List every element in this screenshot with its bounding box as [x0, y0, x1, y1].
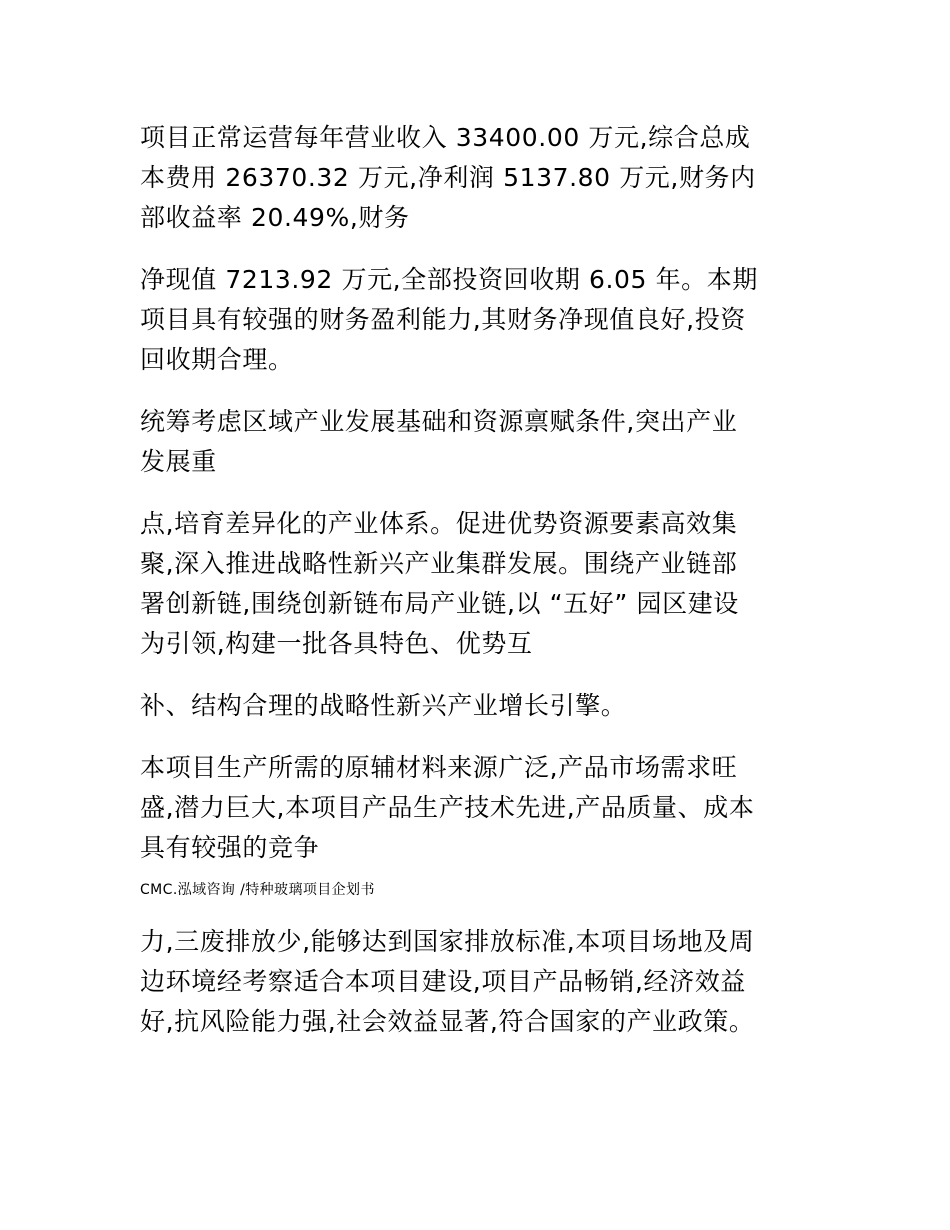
text-line: 统筹考虑区域产业发展基础和资源禀赋条件,突出产业: [140, 407, 738, 436]
paragraph-npv: [140, 260, 820, 380]
paragraph-growth-engine: [140, 686, 820, 726]
text-line: 本项目生产所需的原辅材料来源广泛,产品市场需求旺: [140, 753, 738, 782]
text-line: 项目正常运营每年营业收入 33400.00 万元,综合总成: [140, 123, 751, 152]
text-line: 为引领,构建一批各具特色、优势互: [140, 629, 533, 658]
text-line: 发展重: [140, 447, 217, 476]
paragraph-revenue: [140, 118, 820, 238]
text-line: 本费用 26370.32 万元,净利润 5137.80 万元,财务内: [140, 163, 756, 192]
paragraph-materials: [140, 748, 820, 868]
text-line: 聚,深入推进战略性新兴产业集群发展。围绕产业链部: [140, 549, 738, 578]
text-line: 项目具有较强的财务盈利能力,其财务净现值良好,投资: [140, 305, 746, 334]
paragraph-industry-system: [140, 504, 820, 664]
document-page: [140, 118, 820, 1042]
text-line: 补、结构合理的战略性新兴产业增长引擎。: [140, 691, 627, 720]
text-line: 点,培育差异化的产业体系。促进优势资源要素高效集: [140, 509, 738, 538]
text-line: 回收期合理。: [140, 345, 294, 374]
text-line: 盛,潜力巨大,本项目产品生产技术先进,产品质量、成本: [140, 793, 755, 822]
text-line: 部收益率 20.49%,财务: [140, 203, 410, 232]
text-line: 署创新链,围绕创新链布局产业链,以 “五好” 园区建设: [140, 589, 739, 618]
paragraph-regional-planning: [140, 402, 820, 482]
text-line: 好,抗风险能力强,社会效益显著,符合国家的产业政策。: [140, 1007, 755, 1036]
text-line: 边环境经考察适合本项目建设,项目产品畅销,经济效益: [140, 967, 746, 996]
text-line: 具有较强的竞争: [140, 833, 320, 862]
text-line: 净现值 7213.92 万元,全部投资回收期 6.05 年。本期: [140, 265, 758, 294]
paragraph-conclusion: [140, 922, 820, 1042]
page-footer: CMC.泓域咨询 /特种玻璃项目企划书: [140, 882, 375, 898]
text-line: 力,三废排放少,能够达到国家排放标准,本项目场地及周: [140, 927, 755, 956]
